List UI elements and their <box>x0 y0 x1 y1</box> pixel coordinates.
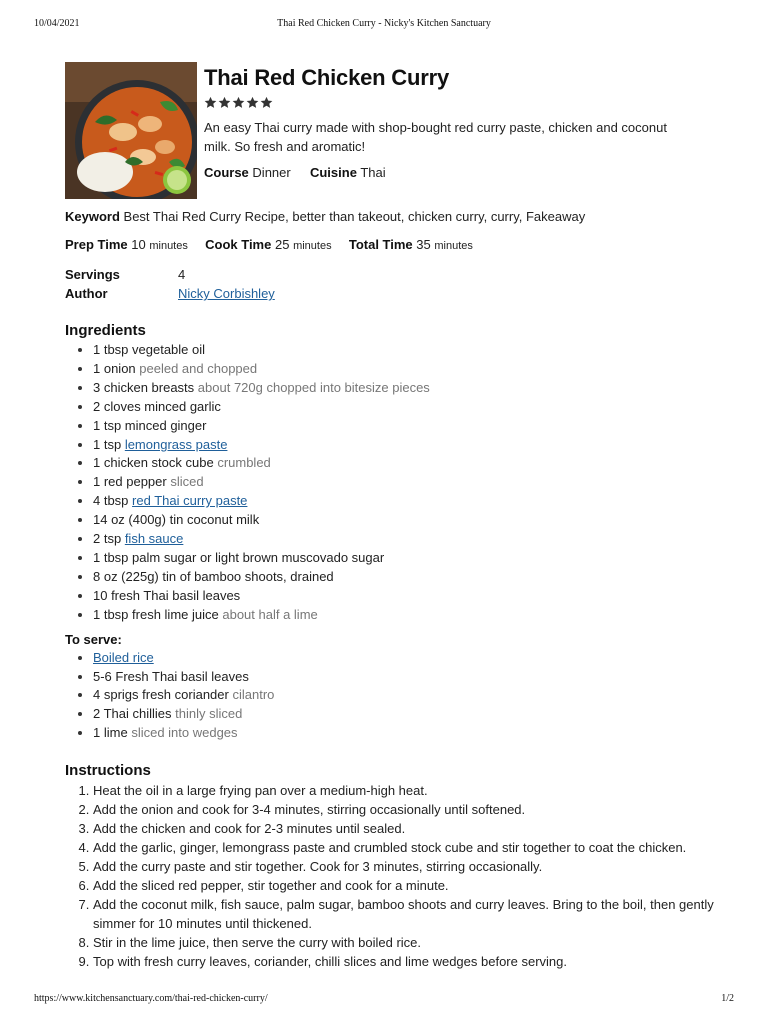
cuisine-value: Thai <box>360 165 386 180</box>
instruction-step: 6. Add the sliced red pepper, stir together and cook for a minute. <box>93 876 715 895</box>
ingredient-text: 10 fresh Thai basil leaves <box>93 587 241 603</box>
prep-unit: minutes <box>149 240 188 252</box>
ingredient-item <box>93 436 715 455</box>
ingredient-item <box>93 417 715 436</box>
recipe-title: Thai Red Chicken Curry <box>204 65 449 90</box>
ingredient-link[interactable]: red Thai curry paste <box>132 493 248 509</box>
ingredient-item <box>93 360 715 379</box>
ingredient-item <box>93 606 715 625</box>
instruction-step: 3. Add the chicken and cook for 2-3 minutes until sealed. <box>93 819 715 838</box>
ingredient-link[interactable]: fish sauce <box>124 531 184 547</box>
cook-value: 25 <box>274 237 290 252</box>
ingredient-item <box>93 668 715 687</box>
instructions-list <box>93 781 715 971</box>
ingredients-heading: Ingredients <box>65 322 146 339</box>
ingredient-item <box>93 492 715 511</box>
ingredient-item <box>93 341 715 360</box>
star-icon <box>218 96 231 109</box>
recipe-header <box>65 62 715 200</box>
ingredient-text: 3 chicken breasts <box>93 379 195 395</box>
ingredient-item <box>93 587 715 606</box>
ingredient-text: 1 lime <box>93 725 128 741</box>
servings-row <box>65 265 715 284</box>
ingredient-item <box>93 511 715 530</box>
to-serve-list <box>93 649 715 744</box>
ingredient-text: 2 Thai chillies <box>93 706 172 722</box>
course-label: Course <box>204 165 249 180</box>
star-icon <box>246 96 259 109</box>
keyword-value: Best Thai Red Curry Recipe, better than takeout, chicken curry, curry, Fakeaway <box>123 209 586 224</box>
cook-label: Cook Time <box>205 237 272 252</box>
rating-stars <box>204 96 704 112</box>
ingredient-note: sliced <box>170 474 204 490</box>
ingredient-link[interactable]: Boiled rice <box>93 649 154 665</box>
instruction-step: 4. Add the garlic, ginger, lemongrass paste and crumbled stock cube and stir together to coat the chicken. <box>93 838 715 857</box>
to-serve-heading: To serve: <box>65 631 122 647</box>
ingredient-item <box>93 724 715 743</box>
servings-label: Servings <box>65 267 120 282</box>
keyword-label: Keyword <box>65 209 120 224</box>
ingredient-text: 1 tbsp vegetable oil <box>93 342 206 357</box>
ingredient-text: 2 tsp <box>93 531 122 547</box>
ingredient-text: 1 tbsp palm sugar or light brown muscovado sugar <box>93 549 385 565</box>
total-unit: minutes <box>434 240 473 252</box>
ingredient-item <box>93 454 715 473</box>
ingredient-text: 2 cloves minced garlic <box>93 398 221 414</box>
ingredient-text: 5-6 Fresh Thai basil leaves <box>93 668 249 684</box>
author-link[interactable]: Nicky Corbishley <box>178 286 275 301</box>
recipe-summary: An easy Thai curry made with shop-bought red curry paste, chicken and coconut milk. So fresh and aromatic! <box>204 120 667 154</box>
ingredient-text: 1 onion <box>93 360 136 376</box>
ingredient-text: 8 oz (225g) tin of bamboo shoots, drained <box>93 568 334 584</box>
print-header <box>34 18 734 32</box>
star-icon <box>232 96 245 109</box>
servings-value: 4 <box>178 267 186 282</box>
ingredient-note: about 720g chopped into bitesize pieces <box>197 379 430 395</box>
course-cuisine <box>204 164 704 182</box>
ingredient-text: 1 tsp <box>93 436 122 452</box>
instruction-step: 8. Stir in the lime juice, then serve the curry with boiled rice. <box>93 933 715 952</box>
instruction-step: 1. Heat the oil in a large frying pan over a medium-high heat. <box>93 781 715 800</box>
ingredient-link[interactable]: lemongrass paste <box>124 436 228 452</box>
print-footer <box>34 993 734 1007</box>
recipe-head <box>204 62 704 182</box>
ingredient-text: 1 chicken stock cube <box>93 455 214 471</box>
star-icon <box>204 96 217 109</box>
ingredient-note: cilantro <box>232 687 275 703</box>
ingredient-item <box>93 398 715 417</box>
ingredient-item <box>93 705 715 724</box>
cook-unit: minutes <box>293 240 332 252</box>
servings-author <box>65 265 715 303</box>
ingredient-text: 1 tbsp fresh lime juice <box>93 606 219 622</box>
ingredient-item <box>93 649 715 668</box>
ingredient-text: 14 oz (400g) tin coconut milk <box>93 512 260 528</box>
ingredient-text: 1 red pepper <box>93 474 167 490</box>
course-value: Dinner <box>252 165 291 180</box>
ingredient-text: 1 tsp minced ginger <box>93 417 207 433</box>
keyword-row <box>65 208 715 226</box>
times-row <box>65 236 715 255</box>
ingredients-list <box>93 341 715 625</box>
prep-value: 10 <box>131 237 146 252</box>
total-value: 35 <box>416 237 431 252</box>
page-number: 1/2 <box>721 993 734 1004</box>
ingredient-note: about half a lime <box>222 606 318 622</box>
print-date: 10/04/2021 <box>34 18 80 29</box>
prep-label: Prep Time <box>65 237 128 252</box>
ingredient-item <box>93 686 715 705</box>
instruction-step: 9. Top with fresh curry leaves, coriander, chilli slices and lime wedges before serving. <box>93 952 715 971</box>
print-url: https://www.kitchensanctuary.com/thai-red-chicken-curry/ <box>34 993 268 1004</box>
ingredient-note: thinly sliced <box>175 706 243 722</box>
instruction-step: 7. Add the coconut milk, fish sauce, palm sugar, bamboo shoots and curry leaves. Bring to the boil, then gently simmer for 10 minutes until thickened. <box>93 895 715 933</box>
total-label: Total Time <box>348 237 413 252</box>
ingredient-text: 4 sprigs fresh coriander <box>93 687 229 703</box>
curry-bowl-image <box>65 62 197 199</box>
instructions-heading: Instructions <box>65 762 151 780</box>
author-label: Author <box>65 286 108 301</box>
recipe-photo <box>65 62 197 199</box>
instruction-step: 5. Add the curry paste and stir together. Cook for 3 minutes, stirring occasionally. <box>93 857 715 876</box>
cuisine-label: Cuisine <box>309 165 357 180</box>
ingredient-item <box>93 568 715 587</box>
ingredient-note: crumbled <box>217 455 271 471</box>
ingredient-item <box>93 379 715 398</box>
author-row <box>65 284 715 303</box>
print-page-title: Thai Red Chicken Curry - Nicky's Kitchen Sanctuary <box>277 18 491 29</box>
ingredient-item <box>93 473 715 492</box>
ingredient-note: sliced into wedges <box>131 725 238 741</box>
recipe-card <box>65 62 715 971</box>
ingredient-note: peeled and chopped <box>139 360 258 376</box>
ingredient-item <box>93 549 715 568</box>
ingredient-item <box>93 530 715 549</box>
instruction-step: 2. Add the onion and cook for 3-4 minutes, stirring occasionally until softened. <box>93 800 715 819</box>
star-icon <box>260 96 273 109</box>
ingredient-text: 4 tbsp <box>93 493 129 509</box>
